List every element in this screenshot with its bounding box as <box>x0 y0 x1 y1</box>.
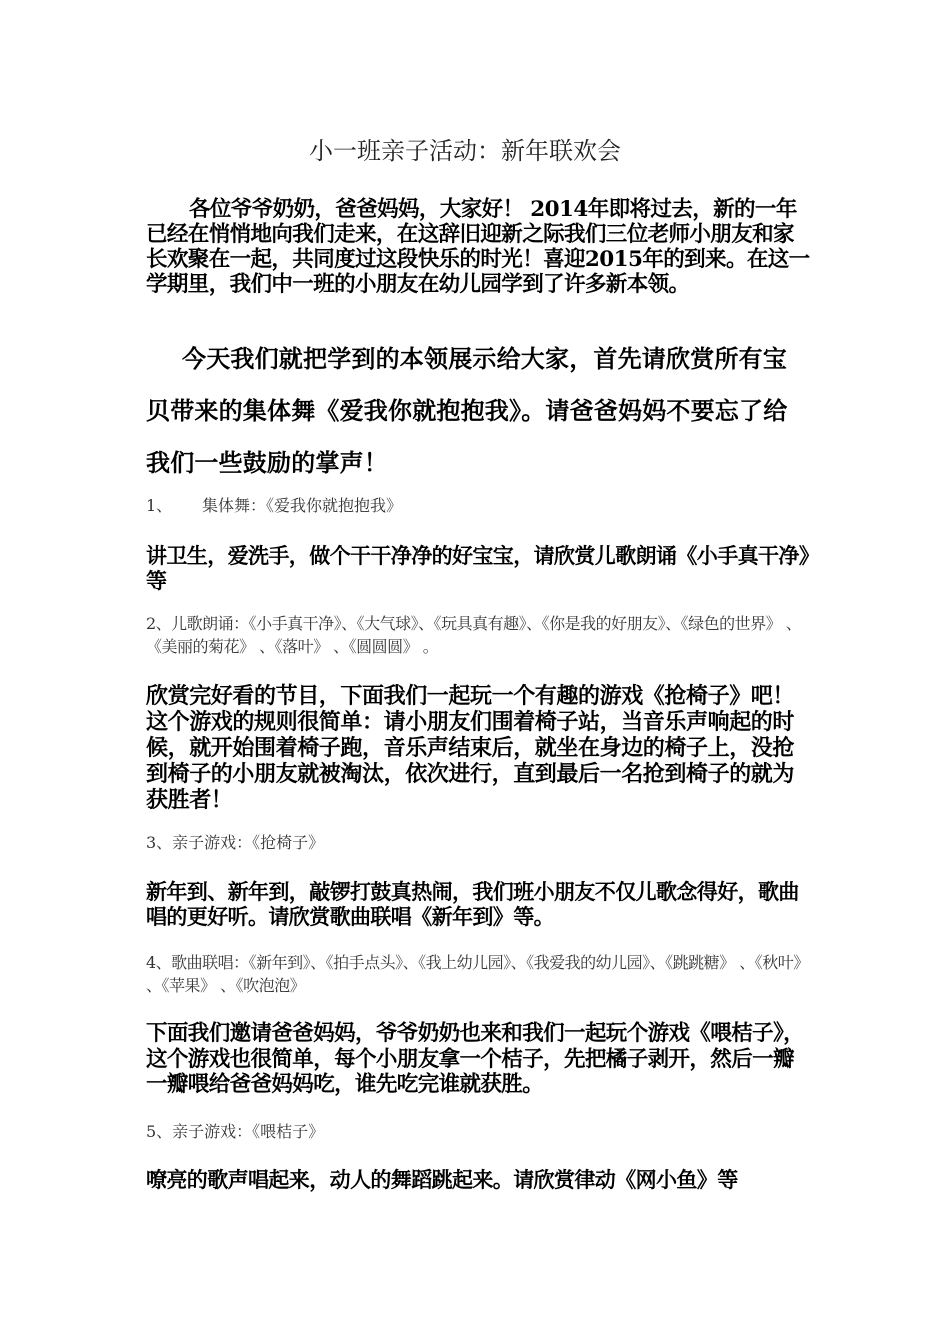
chair-game-intro-paragraph: 欣赏完好看的节目，下面我们一起玩一个有趣的游戏《抢椅子》吧！这个游戏的规则很简单：请小朋友们围着椅子站，当音乐声响起的时候，就开始围着椅子跑，音乐声结束后，就坐在身边的椅子上，没抢到椅子的小朋友就被淘汰，依次进行，直到最后一名抢到椅子的就为获胜者！ <box>146 683 795 813</box>
songs-intro-paragraph: 新年到、新年到，敲锣打鼓真热闹，我们班小朋友不仅儿歌念得好，歌曲唱的更好听。请欣赏歌曲联唱《新年到》等。 <box>146 879 799 929</box>
program-item-5: 5、亲子游戏：《喂桔子》 <box>146 1122 325 1141</box>
dance-intro-paragraph: 今天我们就把学到的本领展示给大家，首先请欣赏所有宝贝带来的集体舞《爱我你就抱抱我》。请爸爸妈妈不要忘了给我们一些鼓励的掌声！ <box>146 344 788 477</box>
document-title: 小一班亲子活动：新年联欢会 <box>309 137 621 165</box>
opening-paragraph: 各位爷爷奶奶，爸爸妈妈，大家好！ 2014年即将过去，新的一年已经在悄悄地向我们走来，在这辞旧迎新之际我们三位老师小朋友和家长欢聚在一起，共同度过这段快乐的时光！喜迎2015年的到来。在这一学期里，我们中一班的小朋友在幼儿园学到了许多新本领。 <box>146 197 810 297</box>
orange-game-intro-paragraph: 下面我们邀请爸爸妈妈，爷爷奶奶也来和我们一起玩个游戏《喂桔子》，这个游戏也很简单，每个小朋友拿一个桔子，先把橘子剥开，然后一瓣一瓣喂给爸爸妈妈吃，谁先吃完谁就获胜。 <box>146 1021 805 1097</box>
program-item-text: 集体舞：《爱我你就抱抱我》 <box>202 496 403 515</box>
recitation-intro-paragraph: 讲卫生，爱洗手，做个干干净净的好宝宝，请欣赏儿歌朗诵《小手真干净》等 <box>146 543 809 593</box>
rhythm-intro-paragraph: 嘹亮的歌声唱起来，动人的舞蹈跳起来。请欣赏律动《网小鱼》等 <box>146 1167 738 1192</box>
program-item-4: 4、歌曲联唱：《新年到》、《拍手点头》、《我上幼儿园》、《我爱我的幼儿园》、《跳跳糖》 、《秋叶》 、《苹果》 、《吹泡泡》 <box>146 953 809 995</box>
program-item-3: 3、亲子游戏：《抢椅子》 <box>146 833 325 852</box>
program-item-1 <box>146 494 811 517</box>
program-item-number: 1、 <box>146 496 173 515</box>
program-item-2: 2、儿歌朗诵：《小手真干净》、《大气球》、《玩具真有趣》、《你是我的好朋友》、《绿色的世界》 、《美丽的菊花》 、《落叶》 、《圆圆圆》 。 <box>146 614 802 656</box>
